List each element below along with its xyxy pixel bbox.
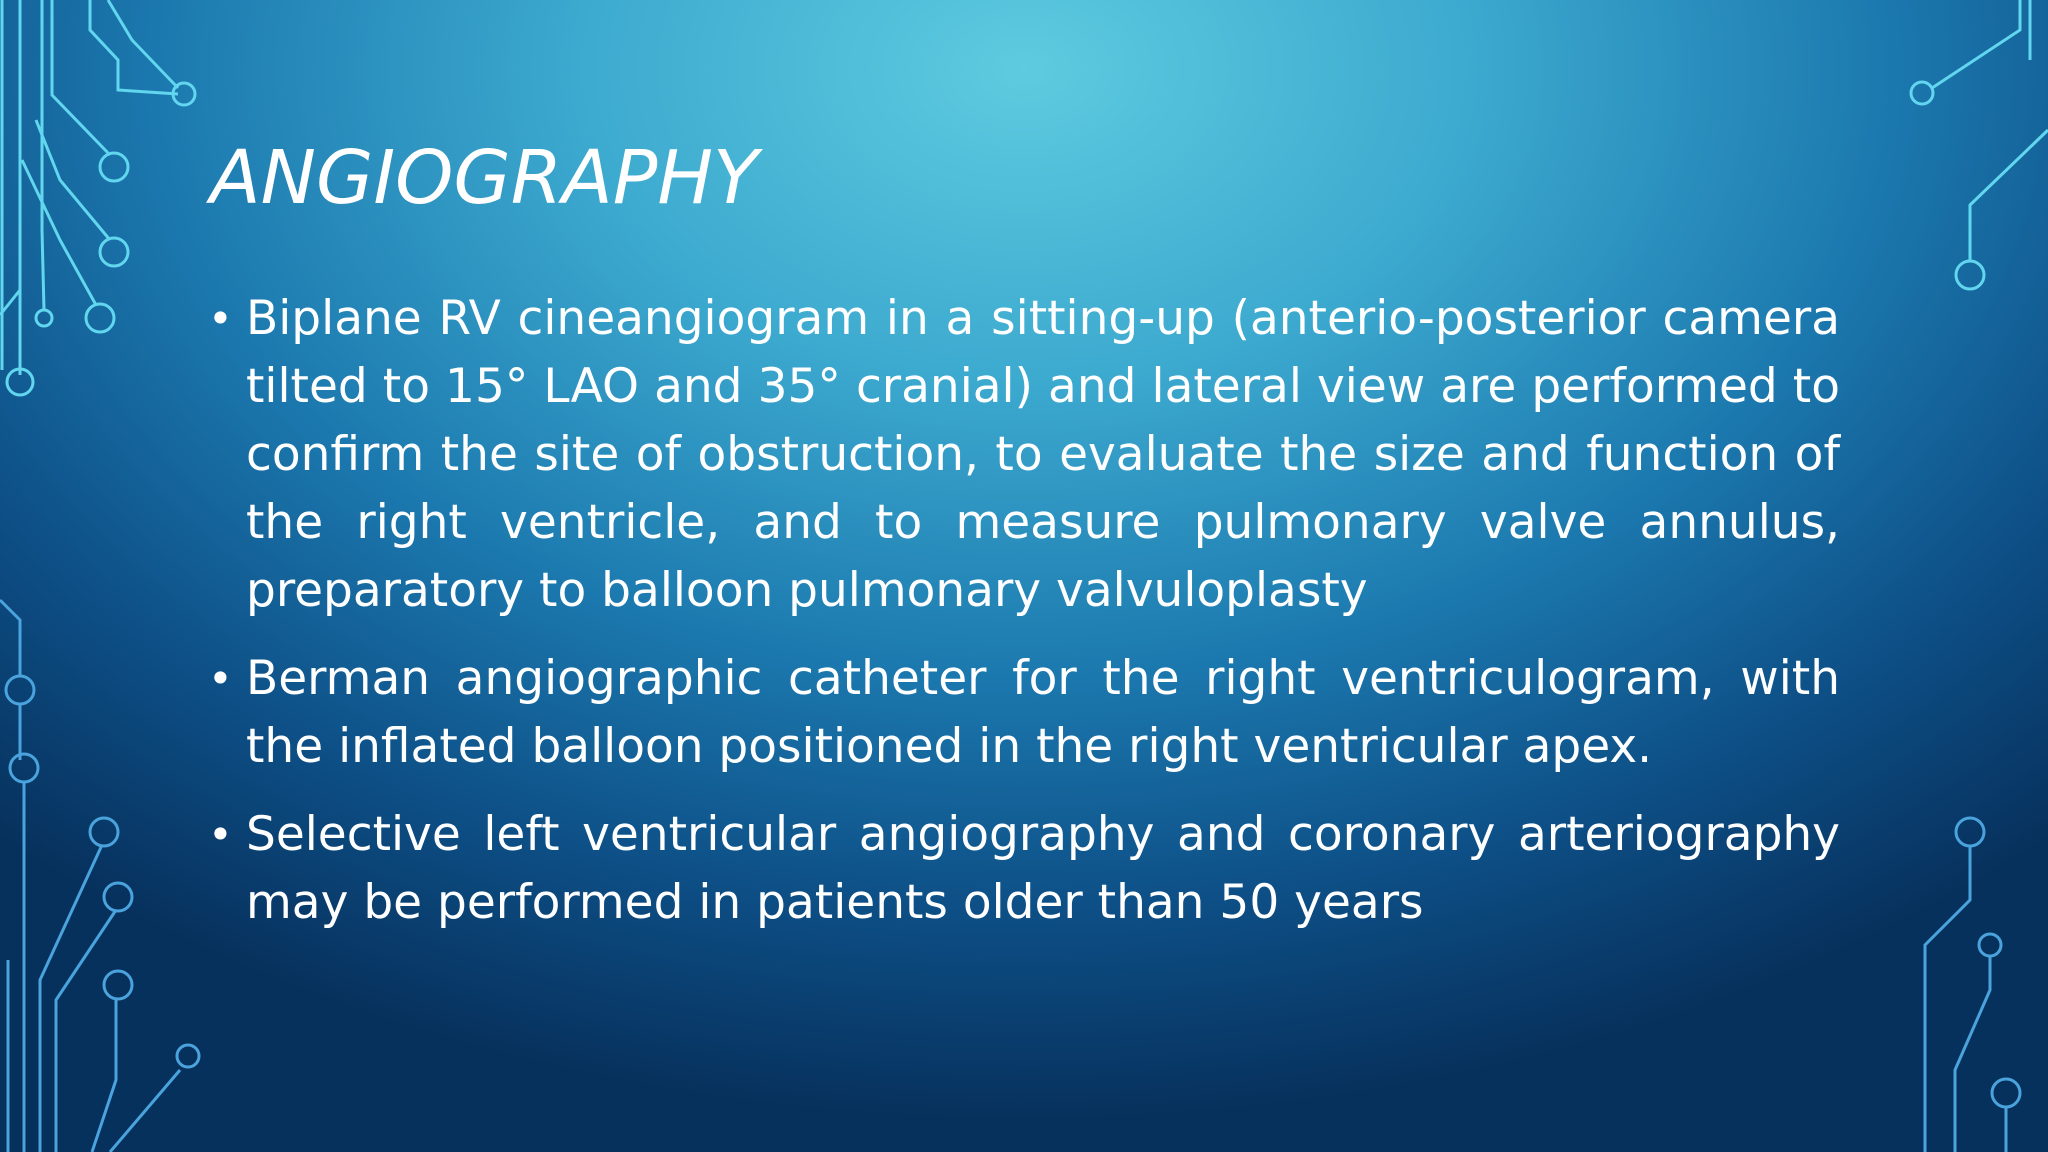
top-right-circuit xyxy=(1911,0,2048,289)
bullet-list xyxy=(246,285,1840,957)
bullet-item-3: • Selective left ventricular angiography and coronary arteriography may be performed in patients older than 50 years xyxy=(246,801,1840,937)
bottom-right-circuit xyxy=(1925,818,2020,1152)
bottom-left-circuit xyxy=(0,600,199,1152)
bullet-item-2: • Berman angiographic catheter for the right ventriculogram, with the inflated balloon positioned in the right ventricular apex. xyxy=(246,645,1840,781)
top-left-circuit xyxy=(0,0,195,395)
slide-title: ANGIOGRAPHY xyxy=(210,135,759,221)
bullet-item-1: • Biplane RV cineangiogram in a sitting-up (anterio-posterior camera tilted to 15° LAO and 35° cranial) and lateral view are performed to confirm the site of obstruction, to evaluate the size and function of the right ventricle, and to measure pulmonary valve annulus, preparatory to balloon pulmonary valvuloplasty xyxy=(246,285,1840,625)
